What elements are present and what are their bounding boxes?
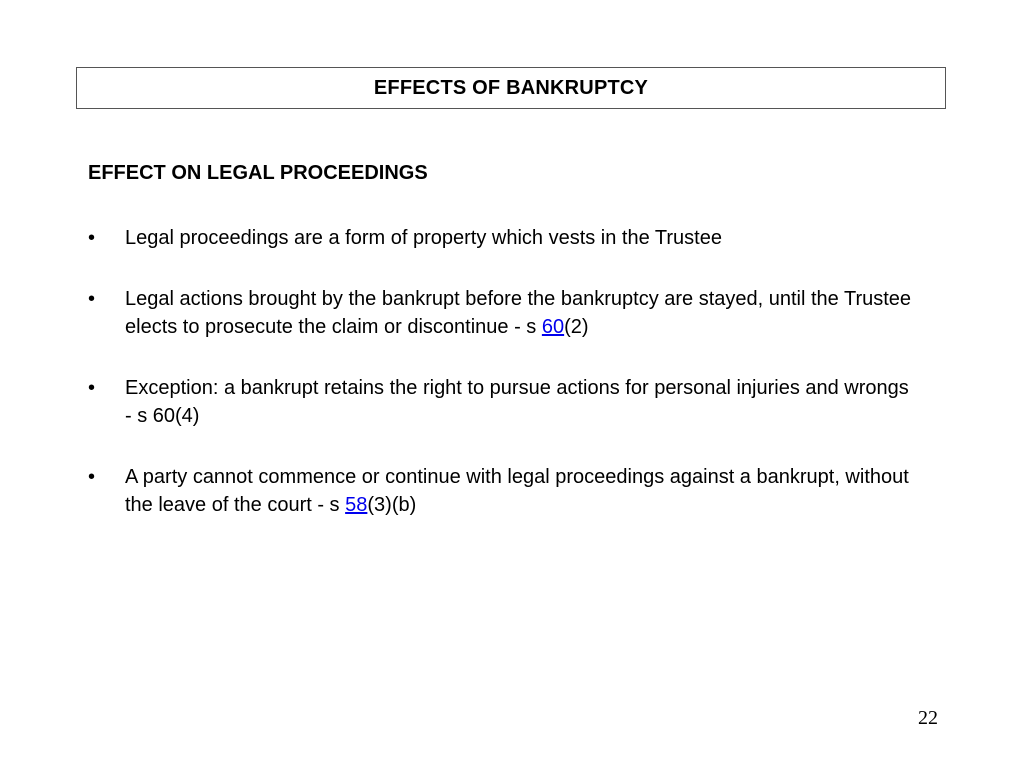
- bullet-text: A party cannot commence or continue with legal proceedings against a bankrupt, without the leave of the court - s: [125, 466, 909, 516]
- bullet-item-4: [88, 463, 918, 519]
- bullet-text-suffix: (2): [564, 316, 589, 338]
- page-number: 22: [918, 707, 938, 729]
- bullet-icon: •: [88, 466, 96, 488]
- bullet-icon: •: [88, 377, 96, 399]
- section-60-link[interactable]: 60: [541, 316, 565, 338]
- bullet-text: Legal proceedings are a form of property which vests in the Trustee: [125, 227, 722, 249]
- section-heading: EFFECT ON LEGAL PROCEEDINGS: [88, 162, 428, 184]
- bullet-item-1: [88, 224, 918, 252]
- title-box: [76, 67, 946, 109]
- bullet-item-2: [88, 285, 918, 341]
- section-58-link[interactable]: 58: [345, 494, 368, 516]
- bullet-text: Legal actions brought by the bankrupt before the bankruptcy are stayed, until the Trustee elects to prosecute the claim or discontinue - s: [125, 288, 912, 338]
- slide-title: EFFECTS OF BANKRUPTCY: [373, 76, 649, 99]
- bullet-list: [88, 224, 918, 552]
- bullet-item-3: [88, 374, 918, 430]
- bullet-text-suffix: (3)(b): [367, 494, 417, 516]
- bullet-icon: •: [88, 227, 96, 249]
- bullet-text: Exception: a bankrupt retains the right to pursue actions for personal injuries and wrongs - s 60(4): [125, 377, 909, 427]
- bullet-icon: •: [88, 288, 96, 310]
